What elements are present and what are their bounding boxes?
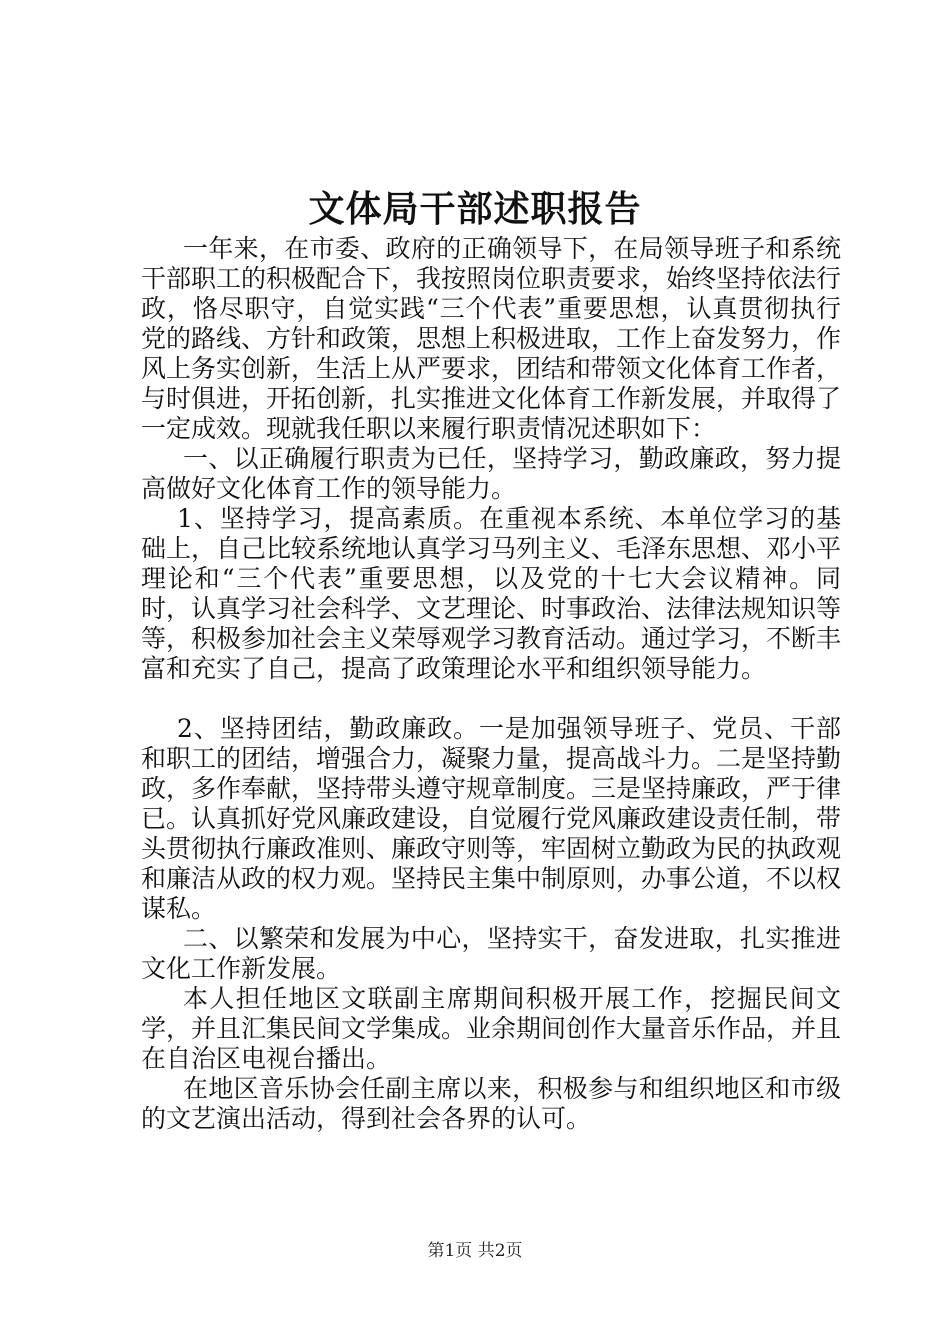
paragraph-section-1-heading: 一、以正确履行职责为已任，坚持学习，勤政廉政，努力提高做好文化体育工作的领导能力。 [141, 444, 841, 503]
paragraph-music-association: 在地区音乐协会任副主席以来，积极参与和组织地区和市级的文艺演出活动，得到社会各界的认可。 [141, 1074, 841, 1133]
paragraph-item-1: 1、坚持学习，提高素质。在重视本系统、本单位学习的基础上，自己比较系统地认真学习马列主义、毛泽东思想、邓小平理论和“三个代表”重要思想，以及党的十七大会议精神。同时，认真学习社会科学、文艺理论、时事政治、法律法规知识等等，积极参加社会主义荣辱观学习教育活动。通过学习，不断丰富和充实了自己，提高了政策理论水平和组织领导能力。 [141, 504, 842, 683]
paragraph-literature: 本人担任地区文联副主席期间积极开展工作，挖掘民间文学，并且汇集民间文学集成。业余期间创作大量音乐作品，并且在自治区电视台播出。 [141, 984, 842, 1073]
paragraph-item-2: 2、坚持团结，勤政廉政。一是加强领导班子、党员、干部和职工的团结，增强合力，凝聚力量，提高战斗力。二是坚持勤政，多作奉献，坚持带头遵守规章制度。三是坚持廉政，严于律已。认真抓好党风廉政建设，自觉履行党风廉政建设责任制，带头贯彻执行廉政准则、廉政守则等，牢固树立勤政为民的执政观和廉洁从政的权力观。坚持民主集中制原则，办事公道，不以权谋私。 [141, 714, 842, 923]
paragraph-intro: 一年来，在市委、政府的正确领导下，在局领导班子和系统干部职工的积极配合下，我按照岗位职责要求，始终坚持依法行政，恪尽职守，自觉实践“三个代表”重要思想，认真贯彻执行党的路线、方针和政策，思想上积极进取，工作上奋发努力，作风上务实创新，生活上从严要求，团结和带领文化体育工作者，与时俱进，开拓创新，扎实推进文化体育工作新发展，并取得了一定成效。现就我任职以来履行职责情况述职如下： [141, 234, 842, 443]
page-footer: 第1页 共2页 [427, 1241, 523, 1261]
page-title: 文体局干部述职报告 [308, 188, 642, 230]
document-body [141, 234, 841, 1134]
paragraph-section-2-heading: 二、以繁荣和发展为中心，坚持实干，奋发进取，扎实推进文化工作新发展。 [141, 924, 841, 983]
paragraph-gap [141, 684, 841, 714]
